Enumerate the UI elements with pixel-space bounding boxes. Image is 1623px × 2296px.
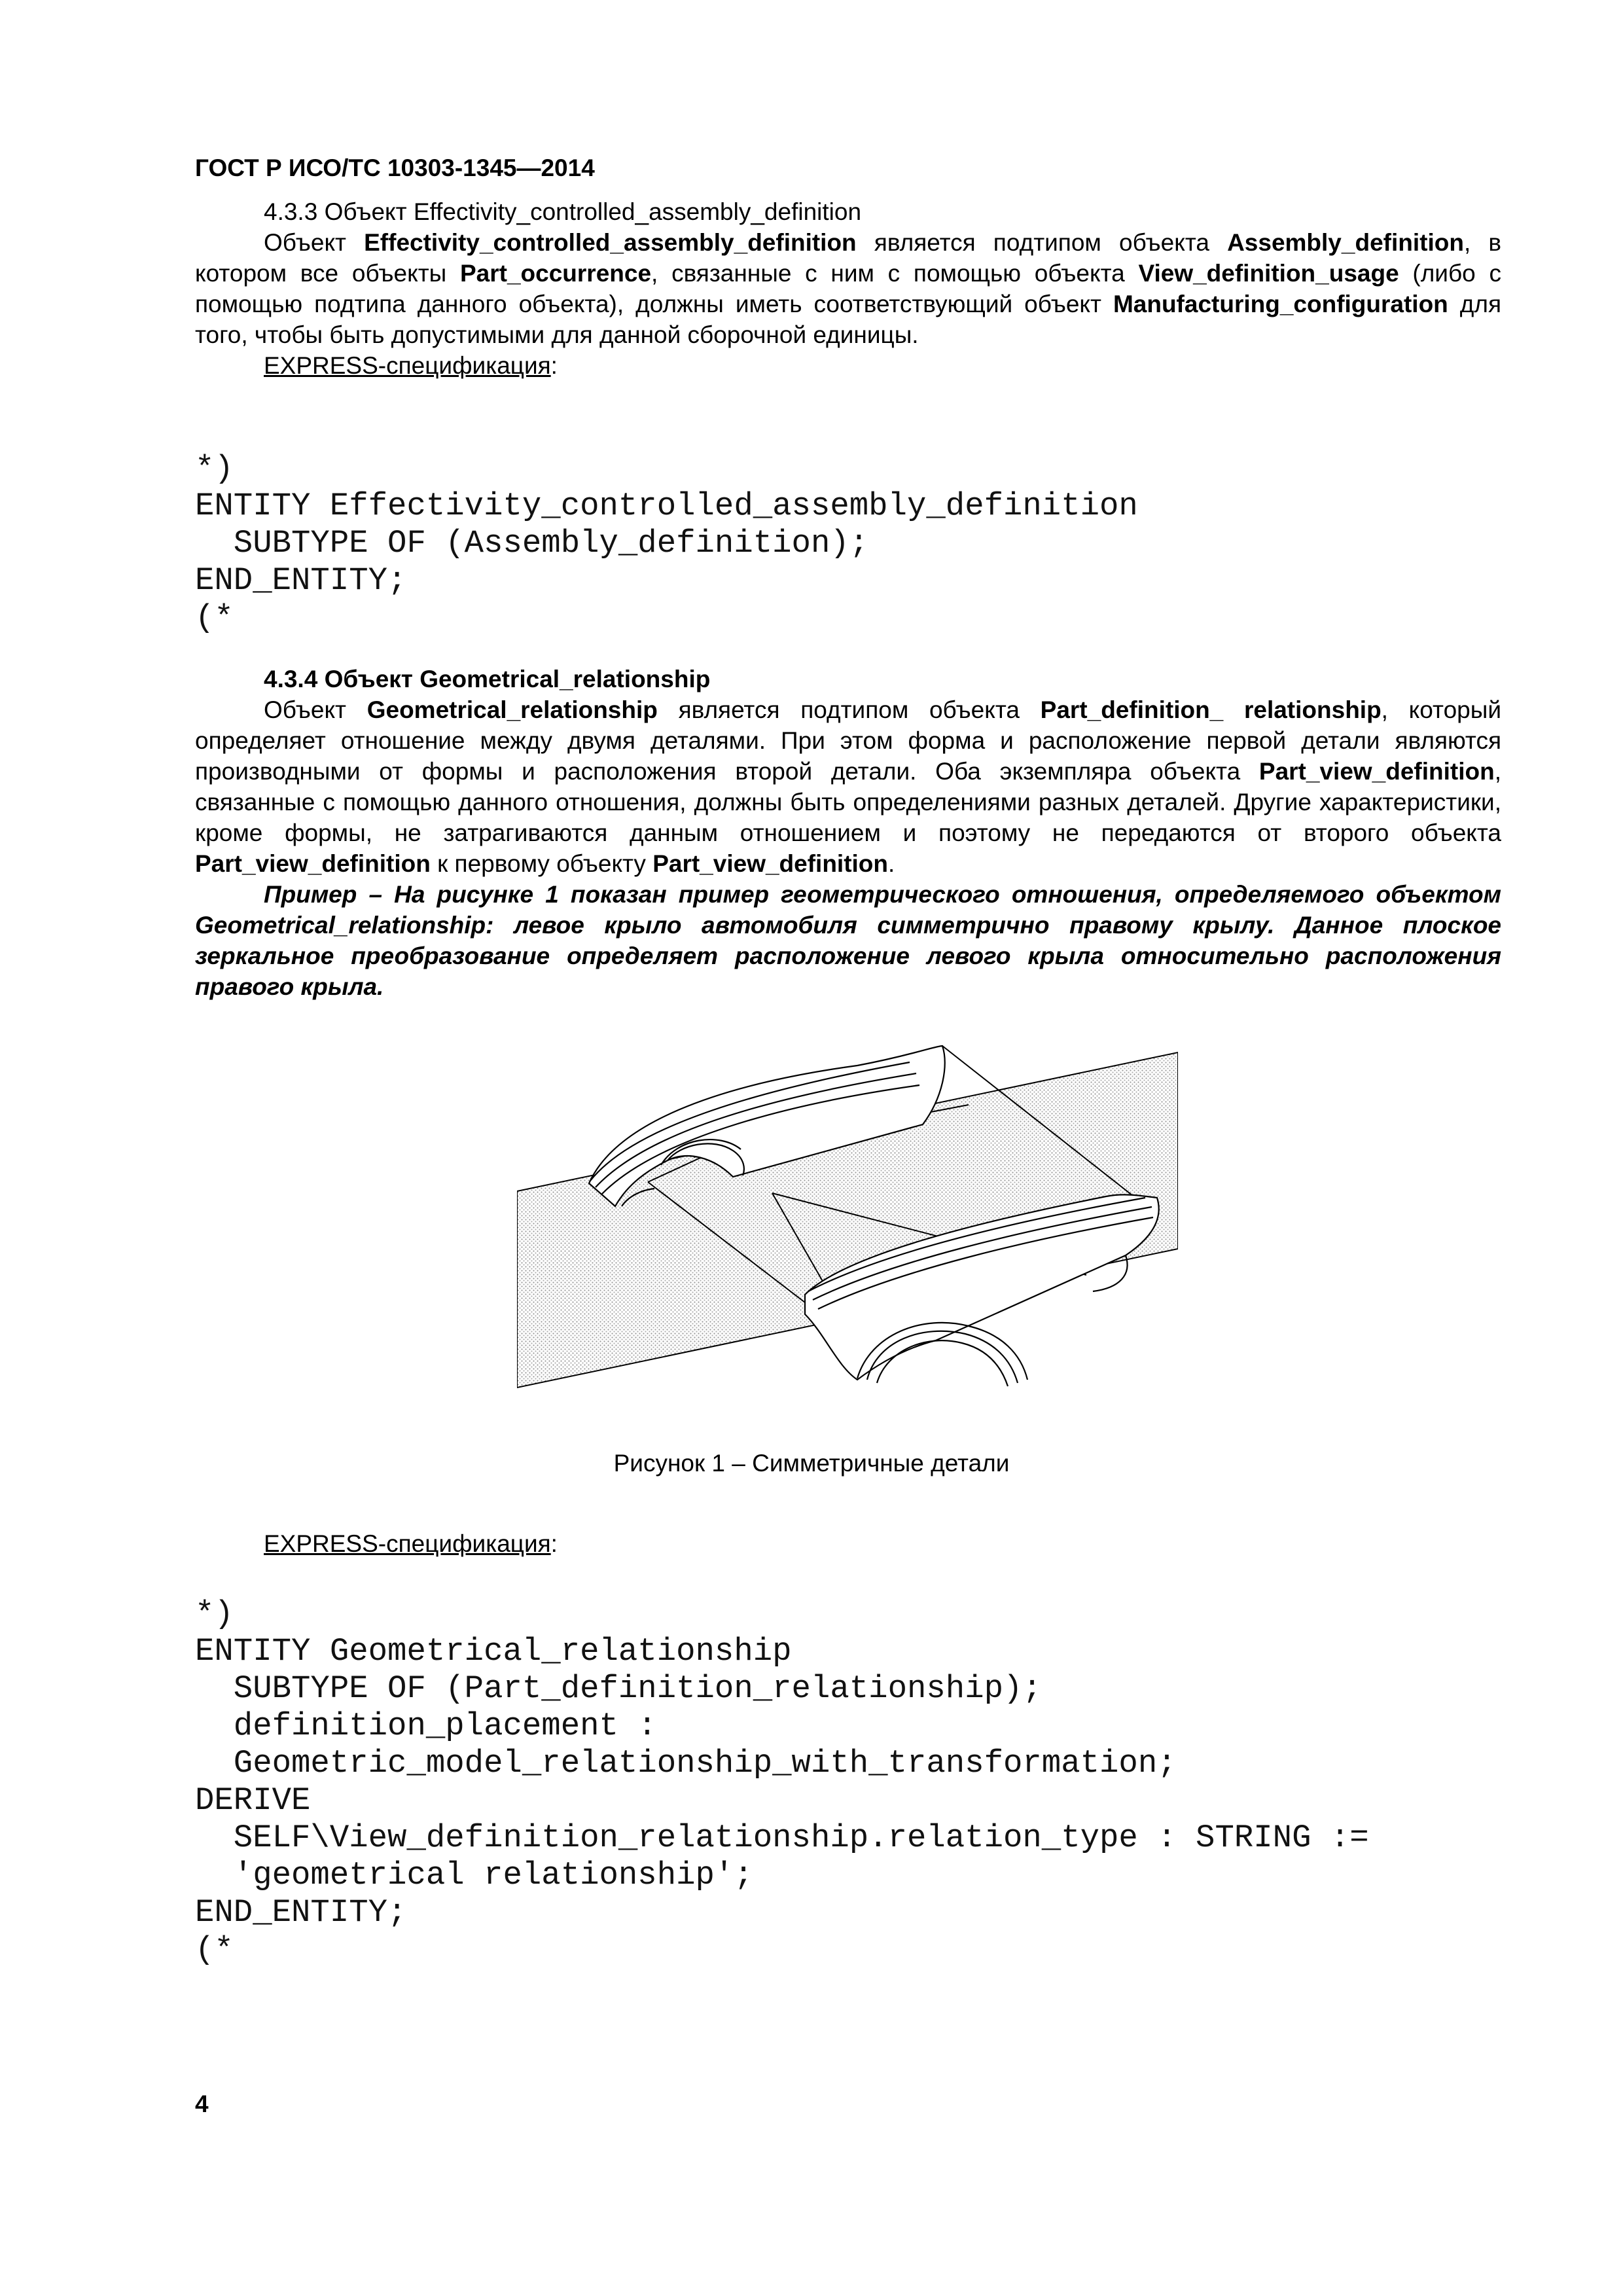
text-run: , связанные с помощью данного отношения, должны быть определениями разных деталей. Другие характеристики, кроме формы, не затрагиваются данным отношением и поэтому не передаются от второго объекта — [195, 758, 1501, 846]
express-spec-link: EXPRESS-спецификация — [264, 1530, 551, 1557]
figure-symmetric-parts — [517, 1026, 1178, 1422]
express-code-block-2: *) ENTITY Geometrical_relationship SUBTYPE OF (Part_definition_relationship); definition_placement : Geometric_model_relationship_with_transformation; DERIVE SELF\View_definition_relationship.relation_type : STRING := 'geometrical relationship'; END_ENTITY; (* — [195, 1596, 1369, 1968]
entity-name: Effectivity_controlled_assembly_definition — [364, 229, 857, 256]
entity-name: Manufacturing_configuration — [1113, 291, 1448, 317]
entity-name: Part_view_definition — [195, 850, 431, 877]
text-run: . — [888, 850, 895, 877]
section-4-3-4 — [195, 664, 1501, 1002]
example-note: Пример – На рисунке 1 показан пример геометрического отношения, определяемого объектом Geometrical_relationship: левое крыло автомобиля симметрично правому крылу. Данное плоское зеркальное преобразование определяет расположение левого крыла относительно расположения правого крыла. — [195, 881, 1501, 1000]
express-label-1 — [195, 350, 1501, 381]
entity-name: Part_occurrence — [460, 260, 652, 287]
entity-name: View_definition_usage — [1138, 260, 1399, 287]
document-header: ГОСТ Р ИСО/ТС 10303-1345—2014 — [195, 154, 595, 181]
section-4-3-3 — [195, 196, 1501, 381]
figure-caption: Рисунок 1 – Симметричные детали — [613, 1450, 1010, 1477]
page-number: 4 — [195, 2090, 209, 2117]
entity-name: Assembly_definition — [1227, 229, 1464, 256]
entity-name: Part_view_definition — [1258, 758, 1495, 785]
section-4-3-4-paragraph — [195, 694, 1501, 879]
text-run: , который определяет отношение между двумя деталями. При этом форма и расположение первой детали являются производными от формы и расположения второй детали. Оба экземпляра объекта — [195, 696, 1501, 785]
text-run: Объект — [264, 696, 367, 723]
text-run: является подтипом объекта — [657, 696, 1041, 723]
text-run: (либо с помощью подтипа данного объекта), должны иметь соответствующий объект — [195, 260, 1501, 317]
section-4-3-3-paragraph — [195, 227, 1501, 350]
text-run: , связанные с ним с помощью объекта — [651, 260, 1139, 287]
section-heading-4-3-3: 4.3.3 Объект Effectivity_controlled_assembly_definition — [264, 198, 862, 225]
entity-name: Part_definition_ relationship — [1040, 696, 1382, 723]
text-run: для того, чтобы быть допустимыми для данной сборочной единицы. — [195, 291, 1501, 348]
colon: : — [550, 352, 558, 379]
express-spec-link: EXPRESS-спецификация — [264, 352, 551, 379]
express-code-block-1: *) ENTITY Effectivity_controlled_assembly_definition SUBTYPE OF (Assembly_definition); END_ENTITY; (* — [195, 450, 1138, 636]
text-run: является подтипом объекта — [856, 229, 1228, 256]
entity-name: Part_view_definition — [652, 850, 889, 877]
colon: : — [550, 1530, 558, 1557]
text-run: , в котором все объекты — [195, 229, 1501, 287]
text-run: Объект — [264, 229, 365, 256]
entity-name: Geometrical_relationship — [366, 696, 658, 723]
text-run: к первому объекту — [430, 850, 653, 877]
express-label-2 — [264, 1530, 558, 1558]
section-heading-4-3-4: 4.3.4 Объект Geometrical_relationship — [264, 666, 711, 692]
